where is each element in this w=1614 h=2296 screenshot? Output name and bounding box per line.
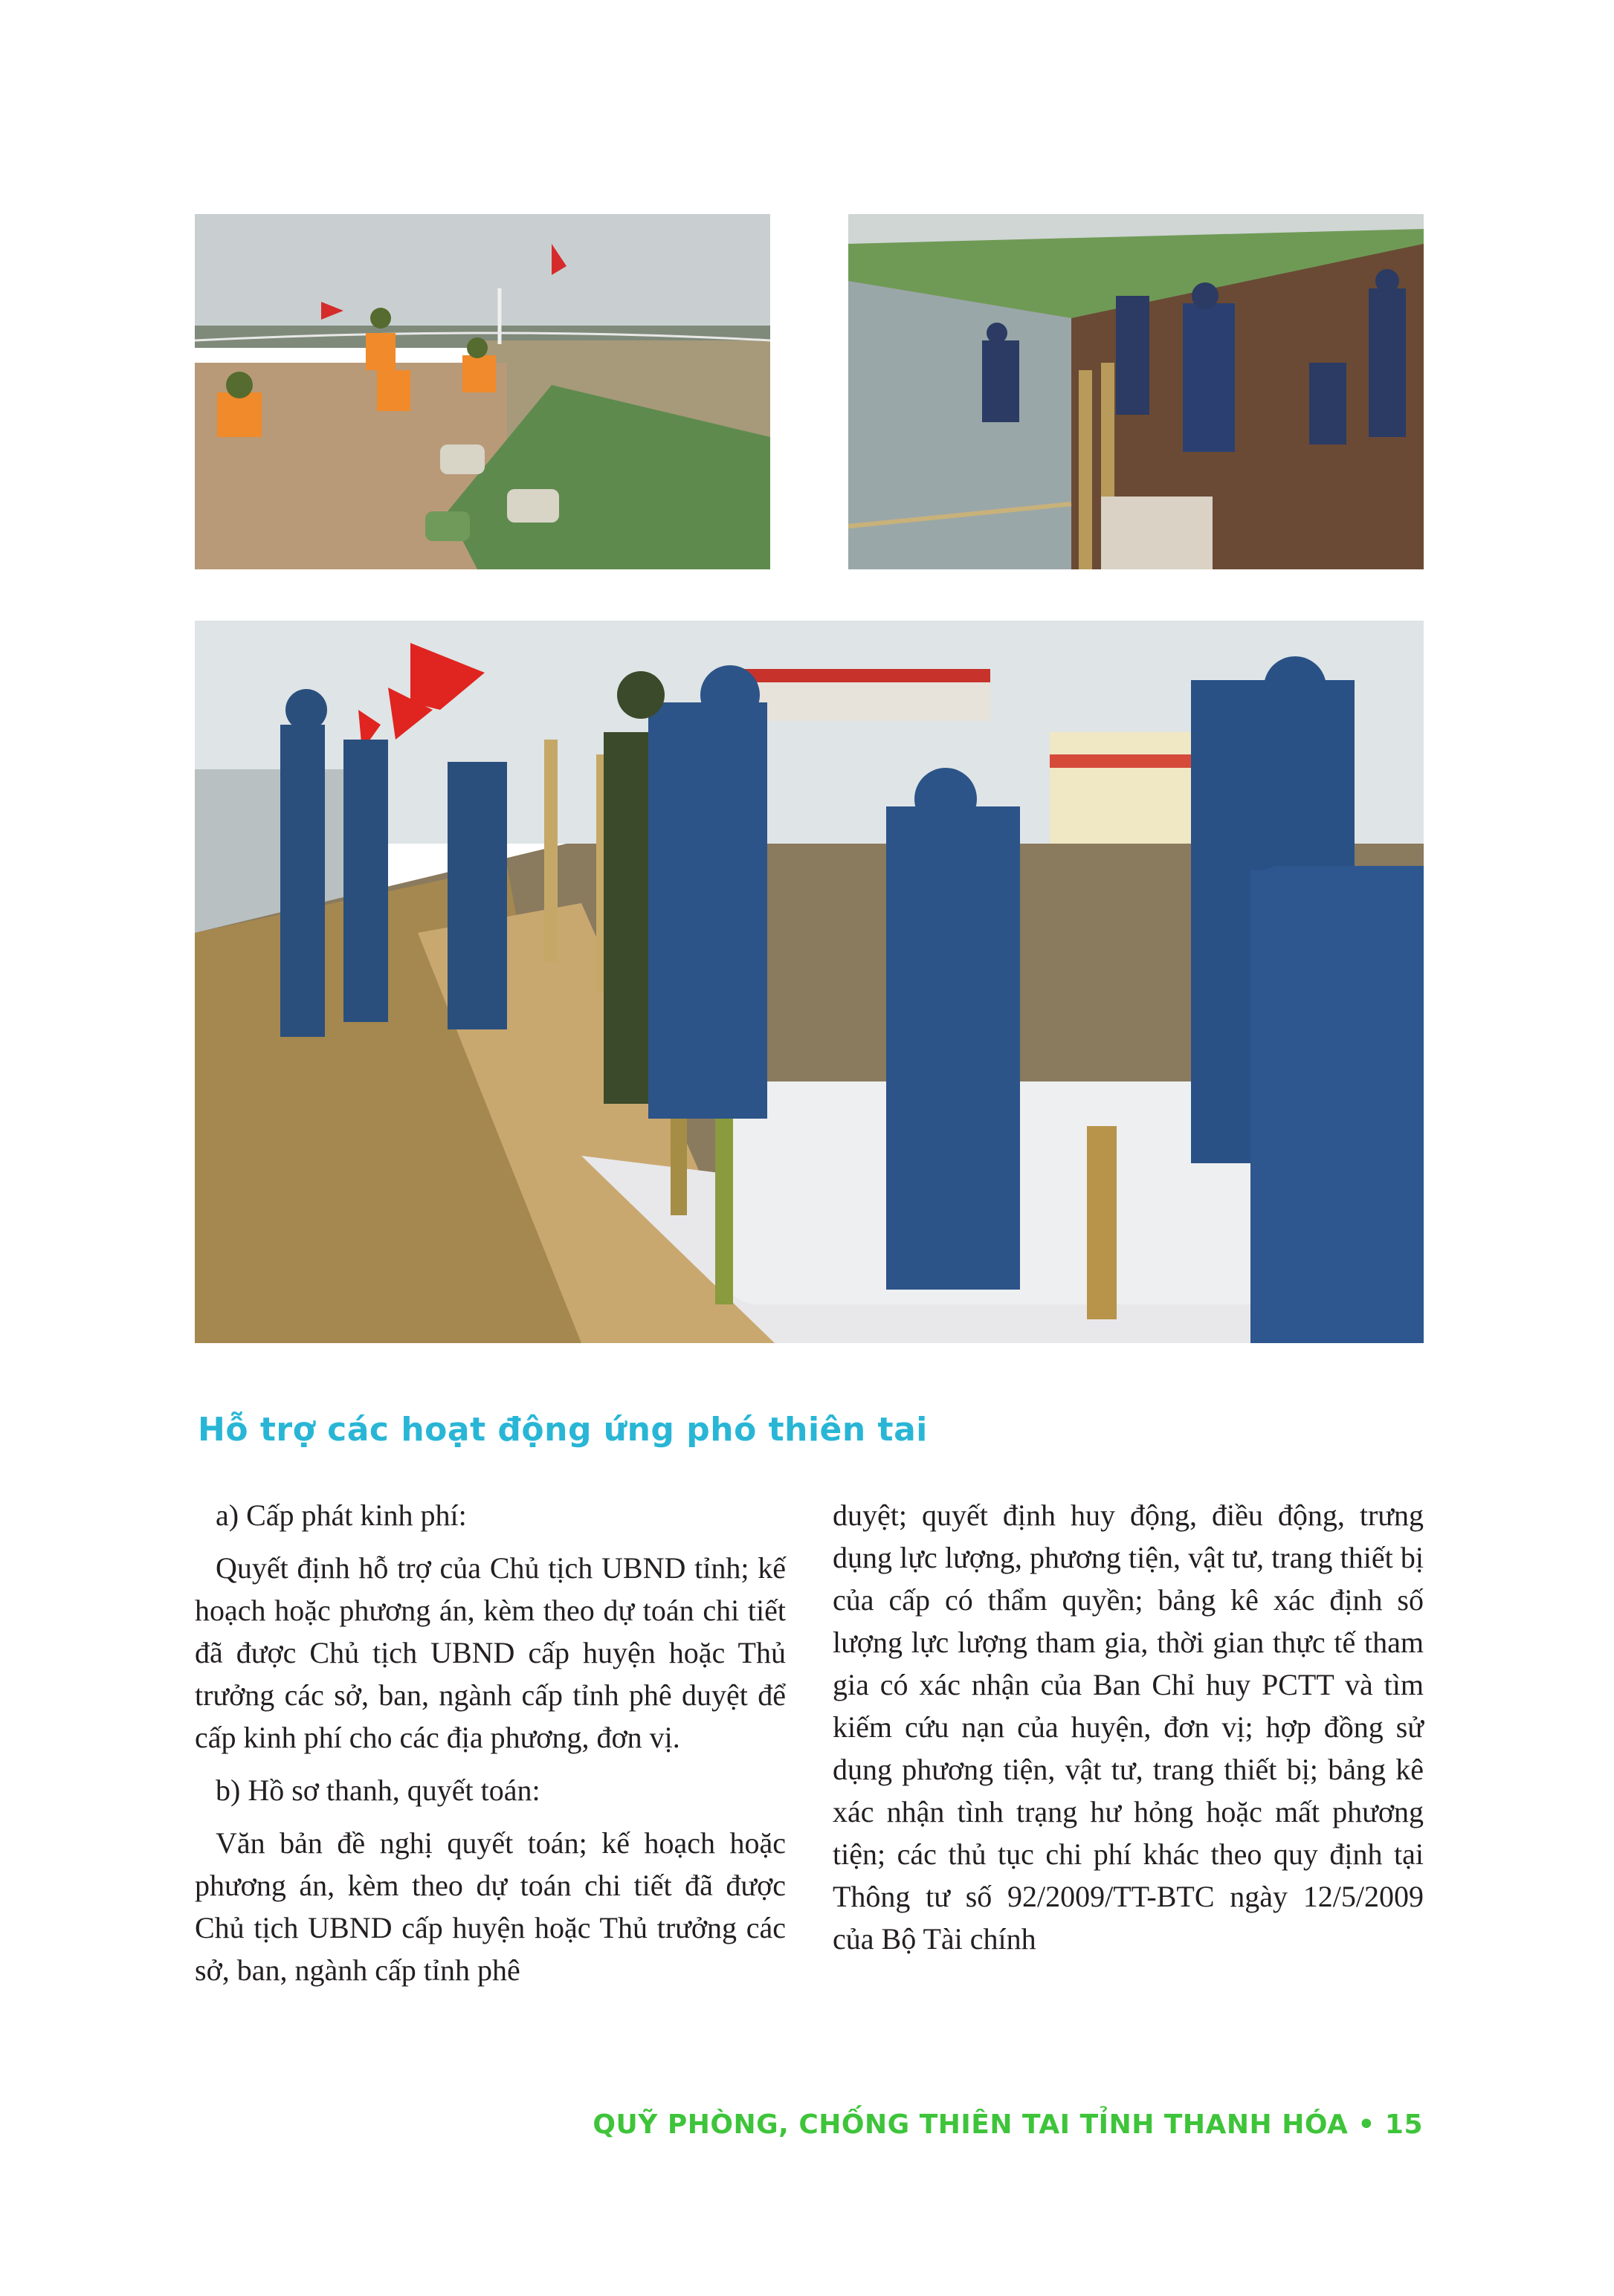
section-heading: Hỗ trợ các hoạt động ứng phó thiên tai <box>198 1411 928 1449</box>
riverbank-reinforcement-photo-top-right <box>848 214 1424 569</box>
paragraph-settlement-text: Văn bản đề nghị quyết toán; kế hoạch hoặc phương án, kèm theo dự toán chi tiết đã được Chủ tịch UBND cấp huyện hoặc Thủ trưởng các sở, ban, ngành cấp tỉnh phê <box>195 1826 786 1987</box>
flood-response-photo-top-left <box>195 214 770 569</box>
paragraph-settlement-continued: duyệt; quyết định huy động, điều động, trưng dụng lực lượng, phương tiện, vật tư, trang thiết bị của cấp có thẩm quyền; bảng kê xác định số lượng lực lượng tham gia, thời gian thực tế tham gia có xác nhận của Ban Chỉ huy PCTT và tìm kiếm cứu nạn của huyện, đơn vị; hợp đồng sử dụng phương tiện, vật tư, trang thiết bị; bảng kê xác nhận tình trạng hư hỏng hoặc mất phương tiện; các thủ tục chi phí khác theo quy định tại Thông tư số 92/2009/TT-BTC ngày 12/5/2009 của Bộ Tài chính <box>833 1498 1424 1956</box>
body-column-left <box>195 1494 786 2002</box>
page-footer: QUỸ PHÒNG, CHỐNG THIÊN TAI TỈNH THANH HÓA • 15 <box>593 2109 1423 2140</box>
paragraph-funding-text: Quyết định hỗ trợ của Chủ tịch UBND tỉnh; kế hoạch hoặc phương án, kèm theo dự toán chi tiết đã được Chủ tịch UBND cấp huyện hoặc Thủ trưởng các sở, ban, ngành cấp tỉnh phê duyệt để cấp kinh phí cho các địa phương, đơn vị. <box>195 1551 786 1754</box>
bamboo-dike-construction-photo <box>195 621 1424 1343</box>
body-column-right <box>833 1494 1424 1970</box>
paragraph-settlement-label: b) Hồ sơ thanh, quyết toán: <box>216 1773 540 1807</box>
paragraph-funding-label: a) Cấp phát kinh phí: <box>216 1498 467 1532</box>
